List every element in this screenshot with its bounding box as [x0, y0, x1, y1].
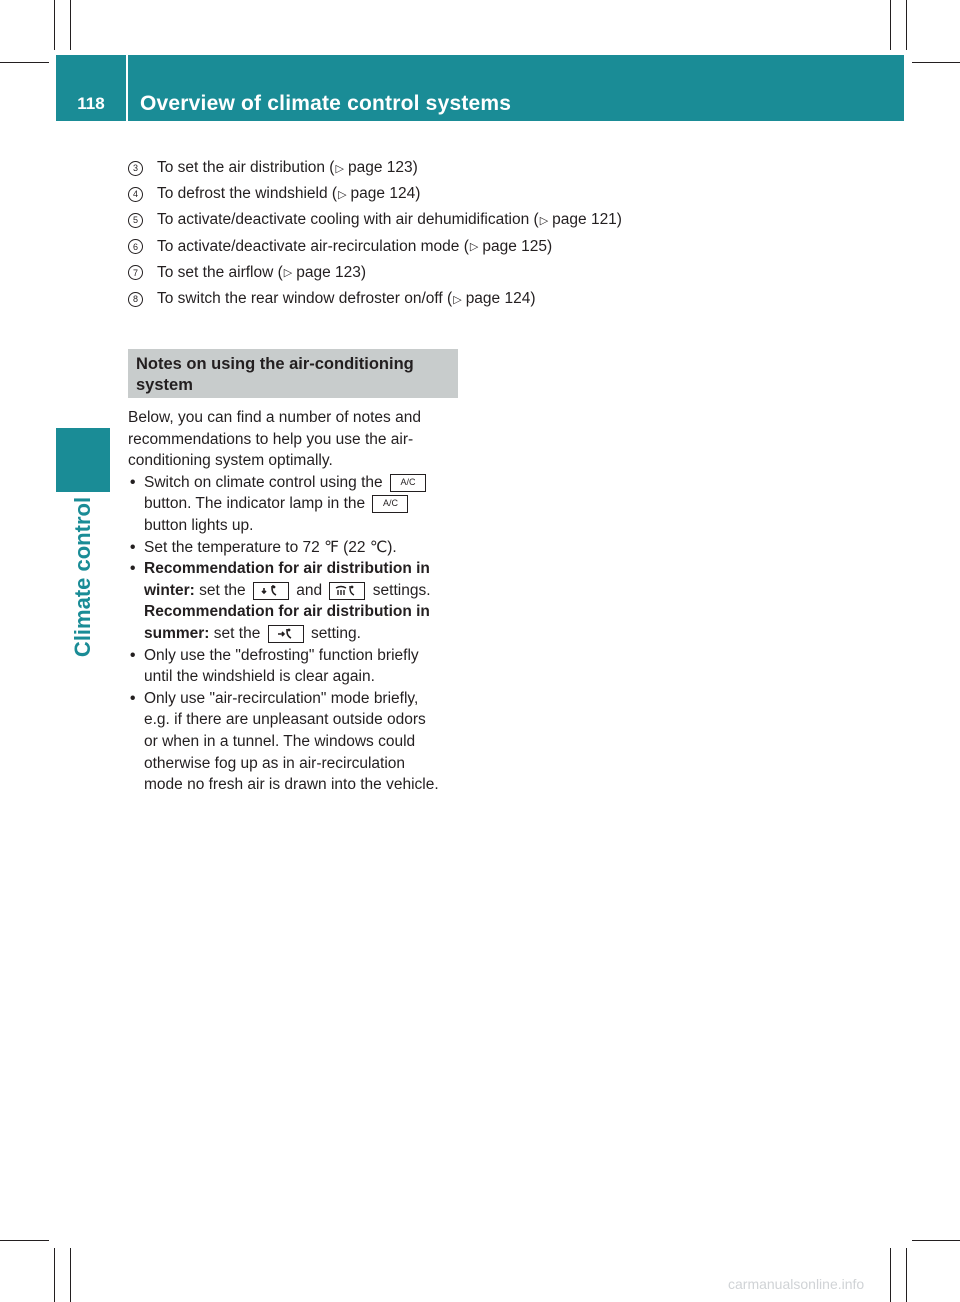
- bullet-continuation: [128, 623, 468, 645]
- bullet-text: e.g. if there are unpleasant outside odors: [144, 711, 426, 729]
- bullet-text: Switch on climate control using the: [144, 473, 383, 491]
- triangle-ref-icon: ▷: [453, 293, 462, 306]
- crop-mark: [0, 1240, 49, 1241]
- airflow-feet-icon: [253, 582, 289, 600]
- triangle-ref-icon: ▷: [338, 188, 347, 201]
- bold-text: summer:: [144, 624, 210, 642]
- bullet-text: or when in a tunnel. The windows could: [144, 732, 416, 750]
- bullet-continuation: [128, 601, 468, 623]
- bold-text: Recommendation for air distribution in: [144, 603, 430, 621]
- crop-mark: [912, 1240, 960, 1241]
- item-number: 5: [128, 213, 143, 228]
- list-item: [128, 181, 768, 207]
- airflow-center-icon: [268, 625, 304, 643]
- watermark: carmanualsonline.info: [728, 1276, 865, 1292]
- airflow-defrost-feet-icon: [329, 582, 365, 600]
- bullet-text: mode no fresh air is drawn into the vehicle.: [144, 776, 439, 794]
- bullet-item: [128, 558, 468, 580]
- list-item: [128, 207, 768, 233]
- list-item: [128, 286, 768, 312]
- side-tab-label: Climate control: [70, 496, 96, 658]
- bullet-text: set the: [213, 624, 261, 642]
- item-text: To set the airflow (: [157, 263, 283, 281]
- section-heading: Notes on using the air-conditioning: [136, 355, 414, 373]
- bullet-text: button. The indicator lamp in the: [144, 495, 366, 513]
- list-item: [128, 260, 768, 286]
- item-text: To set the air distribution (: [157, 159, 335, 177]
- page-reference-link[interactable]: page 125): [482, 237, 553, 255]
- bullet-text: otherwise fog up as in air-recirculation: [144, 754, 406, 772]
- section-heading: system: [136, 376, 193, 394]
- triangle-ref-icon: ▷: [283, 267, 293, 280]
- section-body: [128, 407, 468, 796]
- item-number: 6: [128, 239, 143, 254]
- triangle-ref-icon: ▷: [469, 241, 479, 254]
- item-text: To defrost the windshield (: [157, 185, 338, 203]
- list-item: [128, 234, 768, 260]
- bullet-item: • Only use the "defrosting" function briefly: [128, 645, 468, 667]
- bullet-text: setting.: [310, 624, 361, 642]
- item-text: To activate/deactivate cooling with air dehumidification (: [157, 211, 539, 229]
- item-text: To switch the rear window defroster on/off (: [157, 290, 453, 308]
- bullet-continuation: [128, 493, 468, 515]
- item-number: 8: [128, 292, 143, 307]
- crop-mark: [54, 0, 55, 50]
- bullet-text: set the: [199, 581, 246, 599]
- bullet-item: [128, 472, 468, 494]
- item-number: 7: [128, 265, 143, 280]
- intro-line: Below, you can find a number of notes and: [128, 409, 421, 426]
- crop-mark: [906, 1248, 907, 1302]
- page-reference-link[interactable]: page 123): [347, 159, 418, 177]
- bullet-item: • Only use "air-recirculation" mode briefly,: [128, 688, 468, 710]
- crop-mark: [54, 1248, 55, 1302]
- intro-line: recommendations to help you use the air-: [128, 430, 414, 448]
- item-number: 4: [128, 187, 143, 202]
- page-reference-link[interactable]: page 124): [465, 290, 536, 308]
- item-number: 3: [128, 161, 143, 176]
- ac-button-icon: A/C: [390, 474, 426, 492]
- header-divider: [126, 55, 128, 121]
- page-reference-link[interactable]: page 121): [552, 211, 622, 229]
- item-text: To activate/deactivate air-recirculation mode (: [157, 237, 469, 255]
- triangle-ref-icon: ▷: [335, 162, 344, 175]
- crop-mark: [912, 62, 960, 63]
- crop-mark: [890, 1248, 891, 1302]
- bullet-item: • Set the temperature to 72 ℉ (22 ℃).: [128, 537, 468, 559]
- crop-mark: [70, 0, 71, 50]
- page-title: Overview of climate control systems: [140, 92, 512, 115]
- bullet-text: and: [296, 581, 323, 599]
- bullet-continuation: [128, 580, 468, 602]
- crop-mark: [906, 0, 907, 50]
- numbered-list: [128, 155, 768, 312]
- bold-text: winter:: [144, 581, 195, 599]
- bold-text: Recommendation for air distribution in: [144, 560, 430, 578]
- intro-line: conditioning system optimally.: [128, 452, 333, 470]
- bullet-text: button lights up.: [144, 516, 254, 534]
- side-tab: [56, 428, 110, 492]
- page-reference-link[interactable]: page 124): [350, 185, 421, 203]
- crop-mark: [0, 62, 49, 63]
- page-number: 118: [77, 94, 105, 113]
- page-reference-link[interactable]: page 123): [296, 263, 367, 281]
- bullet-text: settings.: [372, 581, 431, 599]
- triangle-ref-icon: ▷: [539, 214, 549, 227]
- ac-button-icon: A/C: [372, 495, 408, 513]
- crop-mark: [70, 1248, 71, 1302]
- list-item: [128, 155, 768, 181]
- section-heading-box: [128, 349, 458, 398]
- crop-mark: [890, 0, 891, 50]
- bullet-text: until the windshield is clear again.: [144, 668, 375, 686]
